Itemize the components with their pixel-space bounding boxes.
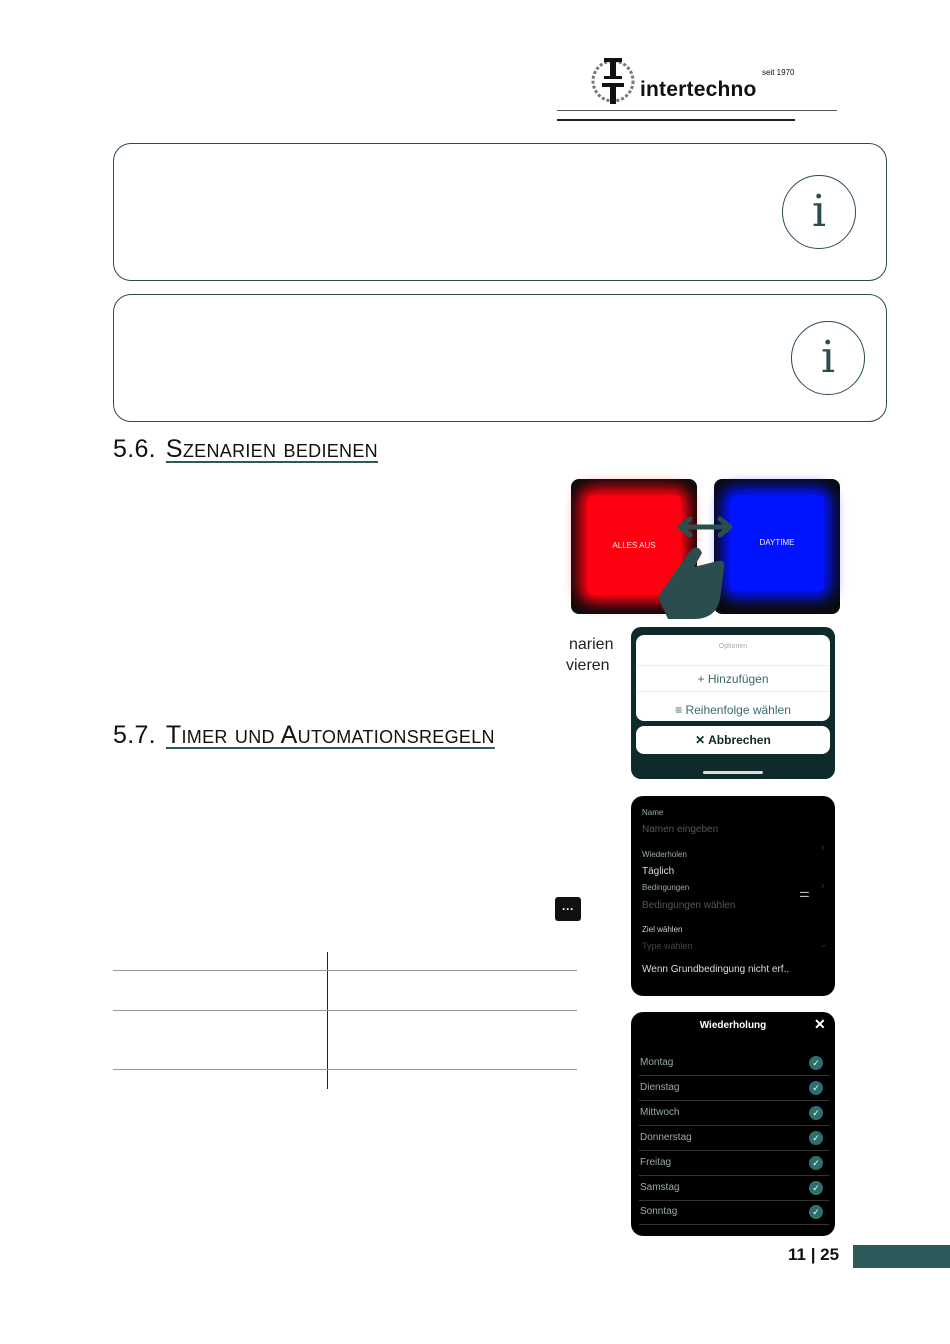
check-icon: ✓: [809, 1106, 823, 1120]
conditions-input[interactable]: Bedingungen wählen: [642, 900, 736, 911]
brand-name: intertechno: [640, 78, 757, 101]
name-label: Name: [642, 808, 664, 817]
repeat-dialog-screenshot: [631, 1012, 835, 1236]
check-icon: ✓: [809, 1056, 823, 1070]
info-box-1: [113, 143, 887, 281]
repeat-value[interactable]: Täglich: [642, 866, 675, 877]
sliders-icon[interactable]: ⚌: [799, 886, 810, 900]
more-button[interactable]: ···: [555, 897, 581, 921]
fallback-option[interactable]: Wenn Grundbedingung nicht erf..: [642, 964, 790, 975]
day-label: Montag: [640, 1057, 674, 1068]
reorder-button[interactable]: ≡ Reihenfolge wählen: [636, 691, 830, 717]
page-number: 11 | 25: [788, 1245, 840, 1264]
section-number: 5.7.: [113, 721, 156, 749]
plus-icon: +: [697, 672, 708, 686]
check-icon: ✓: [809, 1131, 823, 1145]
section-title: Szenarien bedienen: [165, 435, 378, 463]
swipe-gesture-icon: [650, 515, 740, 623]
day-row-sonntag[interactable]: [639, 1201, 829, 1225]
repeat-label: Wiederholen: [642, 850, 687, 859]
footer-accent-bar: [853, 1245, 950, 1268]
table-row-divider: [113, 1010, 577, 1011]
day-label: Sonntag: [640, 1206, 678, 1217]
header-divider-thick: [557, 119, 795, 121]
section-title: Timer und Automationsregeln: [165, 721, 495, 749]
day-row-donnerstag[interactable]: [639, 1127, 829, 1151]
section-heading-57: [113, 721, 495, 750]
chevron-down-icon: ⌄: [820, 939, 828, 949]
day-label: Samstag: [640, 1182, 680, 1193]
scene-label: ALLES AUS: [612, 541, 656, 550]
options-screenshot: [631, 627, 835, 779]
table-row-divider: [113, 1069, 577, 1070]
add-button[interactable]: + Hinzufügen: [636, 665, 830, 686]
scene-label: DAYTIME: [759, 538, 795, 547]
day-row-samstag[interactable]: [639, 1177, 829, 1201]
timer-form-screenshot: [631, 796, 835, 996]
check-icon: ✓: [809, 1205, 823, 1219]
info-icon: i: [782, 175, 856, 249]
chevron-right-icon: ›: [821, 842, 825, 854]
header-divider: [557, 110, 837, 111]
body-text-fragment: narien: [569, 636, 614, 653]
list-icon: ≡: [675, 703, 686, 717]
conditions-label: Bedingungen: [642, 883, 690, 892]
home-indicator: [703, 771, 763, 774]
options-title: Optionen: [718, 643, 748, 650]
info-box-2: [113, 294, 887, 422]
intertechno-logo-icon: [590, 56, 636, 106]
day-label: Mittwoch: [640, 1107, 680, 1118]
brand-since: seit 1970: [762, 68, 795, 77]
table-row-divider: [113, 970, 577, 971]
check-icon: ✓: [809, 1081, 823, 1095]
body-text-fragment: vieren: [566, 657, 610, 674]
section-number: 5.6.: [113, 435, 156, 463]
day-label: Dienstag: [640, 1082, 680, 1093]
day-row-dienstag[interactable]: [639, 1077, 829, 1101]
target-select[interactable]: Type wählen: [642, 941, 693, 951]
close-icon: ✕: [695, 733, 709, 747]
day-label: Donnerstag: [640, 1132, 692, 1143]
chevron-right-icon: ›: [821, 880, 825, 892]
day-row-mittwoch[interactable]: [639, 1102, 829, 1126]
day-label: Freitag: [640, 1157, 672, 1168]
options-sheet: [636, 635, 830, 721]
day-row-montag[interactable]: [639, 1052, 829, 1076]
check-icon: ✓: [809, 1181, 823, 1195]
name-input[interactable]: Namen eingeben: [642, 824, 719, 835]
section-heading-56: [113, 435, 378, 464]
info-icon: i: [791, 321, 865, 395]
check-icon: ✓: [809, 1156, 823, 1170]
close-icon[interactable]: ✕: [814, 1016, 826, 1032]
repeat-dialog-title: Wiederholung: [699, 1020, 767, 1031]
cancel-button[interactable]: ✕ Abbrechen: [636, 726, 830, 754]
day-row-freitag[interactable]: [639, 1152, 829, 1176]
target-label: Ziel wählen: [642, 925, 683, 934]
